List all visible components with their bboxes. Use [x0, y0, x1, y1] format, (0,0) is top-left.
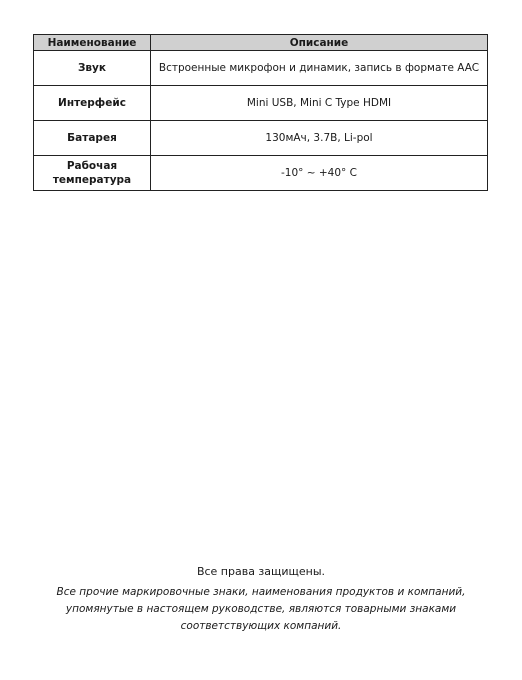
- table-row: [34, 51, 488, 86]
- footer: [0, 565, 522, 635]
- table-header-row: [34, 35, 488, 51]
- row-name-temperature: Рабочая температура: [34, 156, 151, 191]
- header-name: Наименование: [34, 35, 151, 51]
- row-description-interface: Mini USB, Mini C Type HDMI: [151, 86, 488, 121]
- row-description-sound: Встроенные микрофон и динамик, запись в формате AAC: [151, 51, 488, 86]
- specifications-table: [33, 34, 488, 191]
- trademark-notice: Все прочие маркировочные знаки, наименования продуктов и компаний, упомянутые в настоящем руководстве, являются товарными знаками соответствующих компаний.: [56, 586, 466, 632]
- row-name-interface: Интерфейс: [34, 86, 151, 121]
- header-description: Описание: [151, 35, 488, 51]
- row-description-temperature: -10° ~ +40° C: [151, 156, 488, 191]
- table-row: [34, 86, 488, 121]
- row-name-battery: Батарея: [34, 121, 151, 156]
- rights-reserved-text: Все права защищены.: [196, 565, 326, 578]
- table-row: [34, 121, 488, 156]
- row-description-battery: 130мАч, 3.7В, Li-pol: [151, 121, 488, 156]
- table-row: [34, 156, 488, 191]
- row-name-sound: Звук: [34, 51, 151, 86]
